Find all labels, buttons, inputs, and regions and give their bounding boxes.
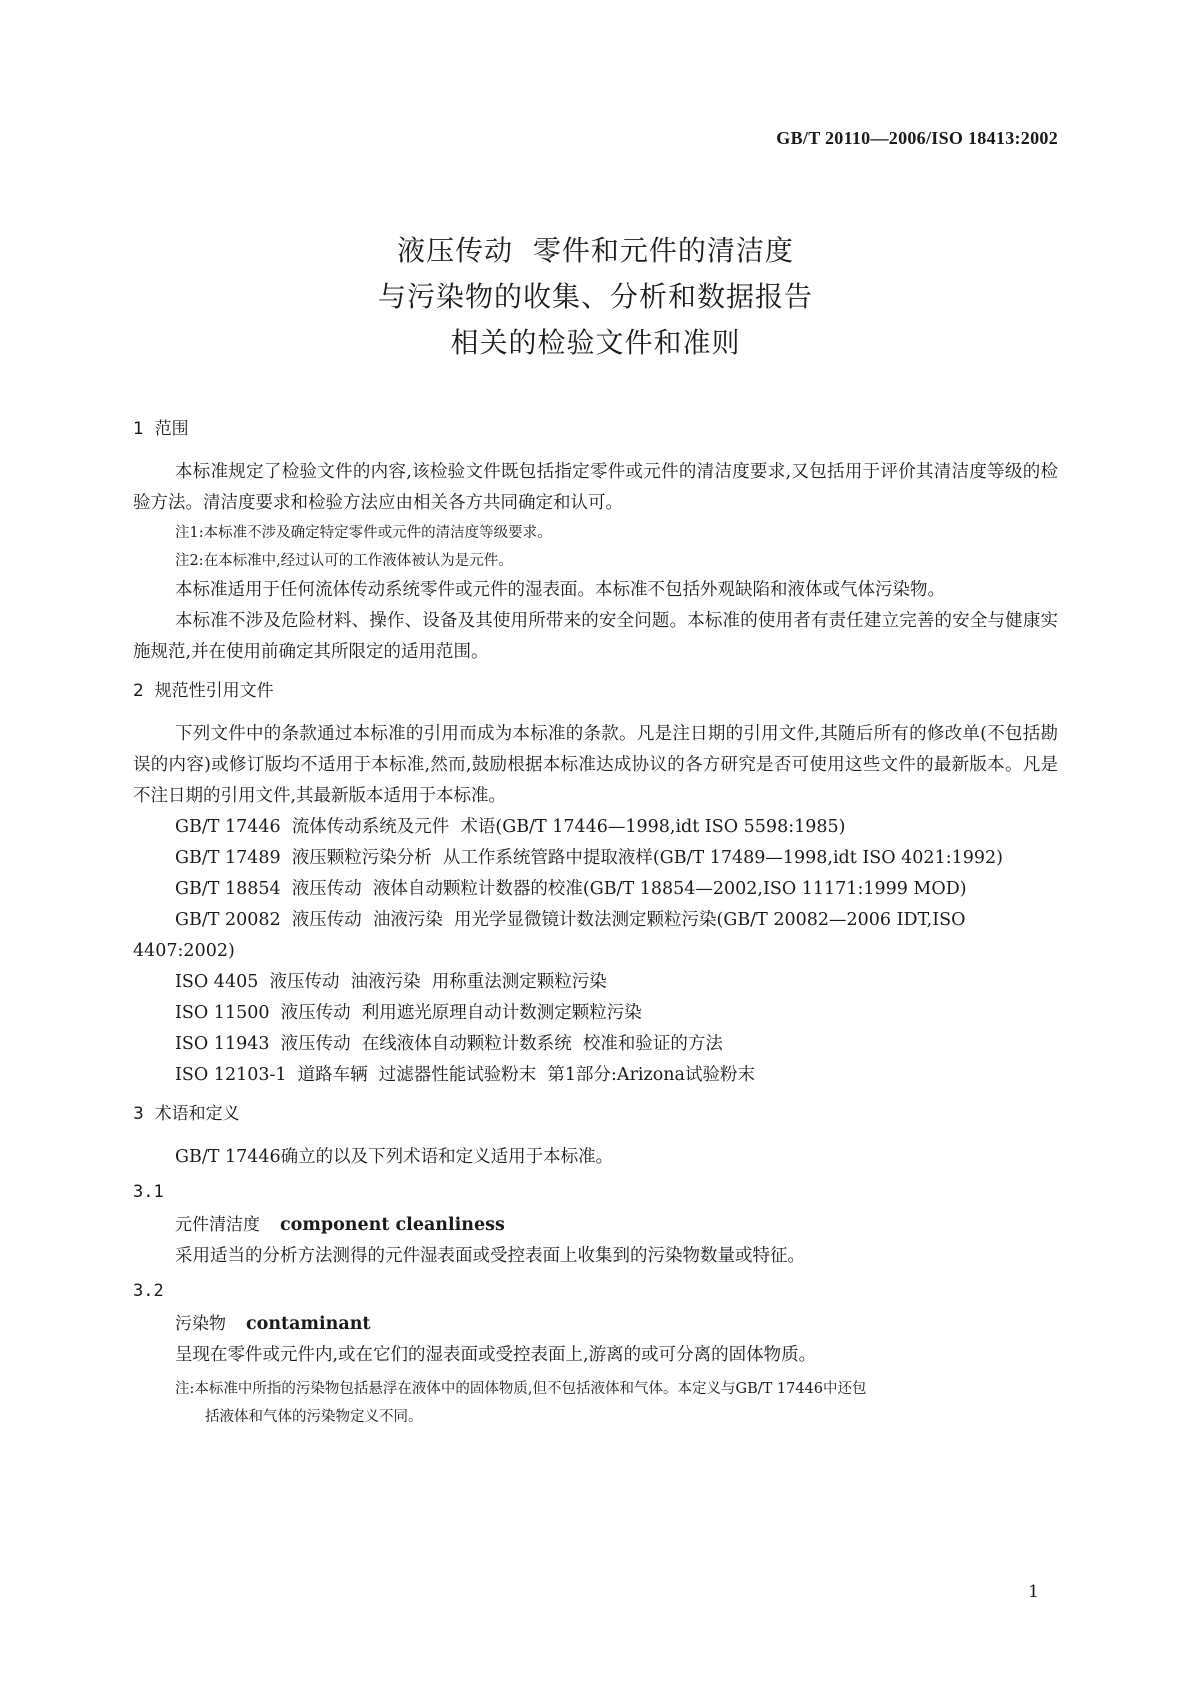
standard-code-header: GB/T 20110—2006/ISO 18413:2002 xyxy=(776,128,1058,148)
contaminant-note xyxy=(133,1375,1058,1431)
term-definition: 呈现在零件或元件内,或在它们的湿表面或受控表面上,游离的或可分离的固体物质。 xyxy=(175,1345,817,1365)
section-heading-scope: 1 范围 xyxy=(133,419,189,439)
scope-note-1: 注1:本标准不涉及确定特定零件或元件的清洁度等级要求。 xyxy=(175,525,552,541)
scope-paragraph-1: 本标准规定了检验文件的内容,该检验文件既包括指定零件或元件的清洁度要求,又包括用于评价其清洁度等级的检验方法。清洁度要求和检验方法应由相关各方共同确定和认可。 xyxy=(133,462,1058,513)
term-number-3-1: 3.1 xyxy=(133,1182,164,1202)
reference-item: GB/T 20082 液压传动 油液污染 用光学显微镜计数法测定颗粒污染(GB/T 20082—2006 IDT,ISO 4407:2002) xyxy=(133,910,972,961)
term-english-name: contaminant xyxy=(246,1314,371,1334)
terms-intro-paragraph: GB/T 17446确立的以及下列术语和定义适用于本标准。 xyxy=(175,1147,614,1167)
term-definition: 采用适当的分析方法测得的元件湿表面或受控表面上收集到的污染物数量或特征。 xyxy=(175,1246,805,1266)
contaminant-note-line-1: 注:本标准中所指的污染物包括悬浮在液体中的固体物质,但不包括液体和气体。本定义与GB/T 17446中还包 xyxy=(175,1381,867,1397)
term-english-name: component cleanliness xyxy=(280,1215,505,1235)
term-component-cleanliness xyxy=(133,1210,1058,1241)
scope-note-2: 注2:在本标准中,经过认可的工作液体被认为是元件。 xyxy=(175,553,513,569)
title-line-1: 液压传动 零件和元件的清洁度 xyxy=(397,234,794,267)
section-heading-normative-references: 2 规范性引用文件 xyxy=(133,681,274,701)
term-chinese-name: 元件清洁度 xyxy=(175,1215,260,1235)
term-number-3-2: 3.2 xyxy=(133,1281,164,1301)
reference-item: GB/T 18854 液压传动 液体自动颗粒计数器的校准(GB/T 18854—2002,ISO 11171:1999 MOD) xyxy=(175,879,967,899)
contaminant-note-line-2: 括液体和气体的污染物定义不同。 xyxy=(205,1409,423,1425)
reference-item: GB/T 17446 流体传动系统及元件 术语(GB/T 17446—1998,idt ISO 5598:1985) xyxy=(175,817,846,837)
term-chinese-name: 污染物 xyxy=(175,1314,226,1334)
section-heading-terms-definitions: 3 术语和定义 xyxy=(133,1104,240,1124)
reference-item: ISO 11943 液压传动 在线液体自动颗粒计数系统 校准和验证的方法 xyxy=(175,1034,723,1054)
document-body xyxy=(133,412,1058,1431)
reference-item: ISO 11500 液压传动 利用遮光原理自动计数测定颗粒污染 xyxy=(175,1003,642,1023)
reference-item: GB/T 17489 液压颗粒污染分析 从工作系统管路中提取液样(GB/T 17489—1998,idt ISO 4021:1992) xyxy=(175,848,1003,868)
term-contaminant xyxy=(133,1309,1058,1340)
document-title xyxy=(0,228,1191,366)
title-line-3: 相关的检验文件和准则 xyxy=(450,326,741,359)
scope-paragraph-2: 本标准适用于任何流体传动系统零件或元件的湿表面。本标准不包括外观缺陷和液体或气体污染物。 xyxy=(175,580,945,600)
reference-item: ISO 12103-1 道路车辆 过滤器性能试验粉末 第1部分:Arizona试验粉末 xyxy=(175,1065,755,1085)
title-line-2: 与污染物的收集、分析和数据报告 xyxy=(377,280,813,313)
scope-paragraph-3: 本标准不涉及危险材料、操作、设备及其使用所带来的安全问题。本标准的使用者有责任建立完善的安全与健康实施规范,并在使用前确定其所限定的适用范围。 xyxy=(133,611,1058,662)
references-intro-paragraph: 下列文件中的条款通过本标准的引用而成为本标准的条款。凡是注日期的引用文件,其随后所有的修改单(不包括勘误的内容)或修订版均不适用于本标准,然而,鼓励根据本标准达成协议的各方研究是否可使用这些文件的最新版本。凡是不注日期的引用文件,其最新版本适用于本标准。 xyxy=(133,724,1058,806)
reference-item: ISO 4405 液压传动 油液污染 用称重法测定颗粒污染 xyxy=(175,972,607,992)
page-number: 1 xyxy=(1028,1582,1039,1602)
